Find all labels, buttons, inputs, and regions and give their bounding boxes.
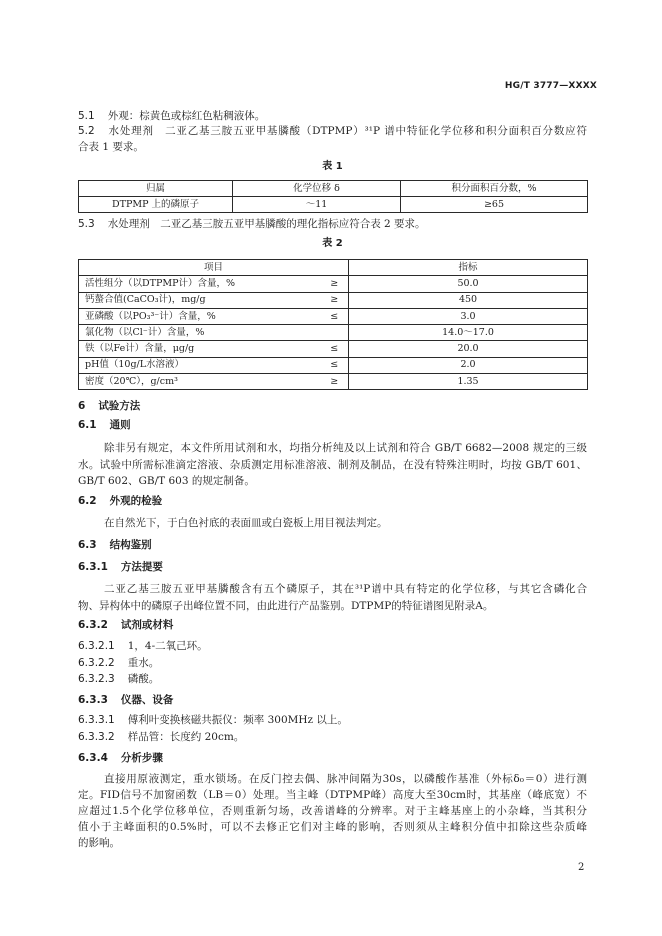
clause-text: 水处理剂 二亚乙基三胺五亚甲基膦酸（DTPMP）³¹P 谱中特征化学位移和积分面积百分数应符 — [107, 125, 587, 137]
clause-number: 5.3 — [78, 218, 95, 230]
clause-6-3-2-heading — [78, 617, 587, 633]
table-row — [79, 292, 588, 308]
value-cell: 3.0 — [349, 308, 588, 324]
value-cell: 2.0 — [349, 357, 588, 373]
clause-title: 通则 — [109, 419, 131, 431]
section-6-heading — [78, 398, 587, 414]
item-text: 1，4-二氧己环。 — [127, 640, 208, 652]
item-number: 6.3.3.1 — [78, 714, 115, 726]
clause-title: 分析步骤 — [120, 752, 163, 764]
header-cell: 项目 — [79, 260, 349, 276]
item-cell: 密度（20℃），g/cm³ — [79, 374, 321, 390]
paragraph-line: 的影响。 — [78, 837, 120, 849]
clause-number: 5.1 — [78, 110, 95, 122]
value-cell: 20.0 — [349, 341, 588, 357]
table-row — [79, 308, 588, 324]
clause-text: 外观：棕黄色或棕红色粘稠液体。 — [107, 110, 266, 122]
clause-6-3-3-heading — [78, 692, 587, 708]
paragraph-line: 定。FID信号不加窗函数（LB＝0）处理。当主峰（DTPMP峰）高度大至30cm时，其基座（峰底宽）不 — [78, 789, 587, 801]
value-cell: 50.0 — [349, 276, 588, 292]
item-cell: 亚磷酸（以PO₃³⁻计）含量，% — [79, 308, 321, 324]
table-cell: DTPMP 上的磷原子 — [79, 197, 233, 213]
clause-6-3-heading — [78, 537, 587, 553]
running-header: HG/T 3777—XXXX — [504, 81, 597, 91]
clause-number: 6.3.3 — [78, 694, 108, 706]
sign-cell: ≥ — [321, 292, 349, 308]
value-cell: 450 — [349, 292, 588, 308]
list-item — [78, 655, 587, 671]
sign-cell: ≤ — [321, 308, 349, 324]
clause-6-3-4-heading — [78, 750, 587, 766]
list-item — [78, 712, 587, 728]
sign-cell: ≥ — [321, 374, 349, 390]
paragraph-line: 在自然光下，于白色衬底的表面皿或白瓷板上用目视法判定。 — [104, 517, 388, 529]
paragraph-line: 二亚乙基三胺五亚甲基膦酸含有五个磷原子，其在³¹P谱中具有特定的化学位移，与其它含磷化合 — [104, 583, 587, 595]
list-item — [78, 729, 587, 745]
clause-title: 仪器、设备 — [120, 694, 174, 706]
paragraph-line: 值小于主峰面积的0.5%时，可以不去修正它们对主峰的影响，否则须从主峰积分值中扣除这些杂质峰 — [78, 821, 587, 833]
section-title: 试验方法 — [98, 400, 141, 412]
table-row — [79, 325, 588, 341]
section-number: 6 — [78, 400, 86, 412]
table-cell: ～11 — [233, 197, 401, 213]
clause-number: 6.2 — [78, 495, 97, 507]
value-cell: 14.0～17.0 — [349, 325, 588, 341]
header-cell: 化学位移 δ — [233, 181, 401, 197]
item-cell: 氯化物（以Cl⁻计）含量，% — [79, 325, 321, 341]
item-cell: 活性组分（以DTPMP计）含量，% — [79, 276, 321, 292]
clause-6-2-heading — [78, 493, 587, 509]
paragraph-line: GB/T 602、GB/T 603 的规定制备。 — [78, 475, 255, 487]
item-number: 6.3.2.3 — [78, 673, 115, 685]
clause-title: 外观的检验 — [109, 495, 163, 507]
header-cell: 积分面积百分数，% — [401, 181, 588, 197]
clause-title: 试剂或材料 — [120, 619, 174, 631]
clause-title: 方法提要 — [120, 561, 163, 573]
clause-5-2-line-2: 合表 1 要求。 — [78, 141, 144, 153]
sign-cell: ≥ — [321, 276, 349, 292]
table-1-caption: 表 1 — [322, 161, 343, 172]
clause-5-2-line-1 — [78, 123, 587, 139]
item-text: 样品管：长度约 20cm。 — [127, 731, 245, 743]
item-number: 6.3.2.2 — [78, 657, 115, 669]
clause-6-1-heading — [78, 417, 587, 433]
item-text: 傅利叶变换核磁共振仪：频率 300MHz 以上。 — [127, 714, 348, 726]
sign-cell — [321, 325, 349, 341]
table-row — [79, 357, 588, 373]
page-number: 2 — [578, 862, 585, 873]
table-row — [79, 341, 588, 357]
clause-6-3-1-heading — [78, 559, 587, 575]
item-cell: 钙螯合值(CaCO₃计)，mg/g — [79, 292, 321, 308]
sign-cell: ≤ — [321, 357, 349, 373]
list-item — [78, 638, 587, 654]
clause-number: 5.2 — [78, 125, 95, 137]
table-1 — [78, 180, 588, 213]
clause-number: 6.3.1 — [78, 561, 108, 573]
clause-title: 结构鉴别 — [109, 539, 152, 551]
item-number: 6.3.2.1 — [78, 640, 115, 652]
item-text: 重水。 — [127, 657, 160, 669]
header-cell: 归属 — [79, 181, 233, 197]
paragraph-line: 直接用原液测定，重水锁场。在反门控去偶、脉冲间隔为30s，以磷酸作基准（外标δ₀＝0）进行测 — [104, 773, 587, 785]
item-cell: pH值（10g/L水溶液） — [79, 357, 321, 373]
clause-number: 6.3.2 — [78, 619, 108, 631]
table-header-row — [79, 260, 588, 276]
table-row — [79, 374, 588, 390]
clause-text: 水处理剂 二亚乙基三胺五亚甲基膦酸的理化指标应符合表 2 要求。 — [107, 218, 426, 230]
clause-number: 6.1 — [78, 419, 97, 431]
paragraph-line: 水。试验中所需标准滴定溶液、杂质测定用标准溶液、制剂及制品，在没有特殊注明时，均按 GB/T 601、 — [78, 459, 588, 471]
table-2-caption: 表 2 — [322, 238, 343, 249]
paragraph-line: 物、异构体中的磷原子出峰位置不同，由此进行产品鉴别。DTPMP的特征谱图见附录A。 — [78, 600, 494, 612]
clause-5-3 — [78, 216, 587, 232]
clause-number: 6.3 — [78, 539, 97, 551]
table-cell: ≥65 — [401, 197, 588, 213]
paragraph-line: 应超过1.5个化学位移单位，否则重新匀场，改善谱峰的分辨率。对于主峰基座上的小杂峰，当其积分 — [78, 805, 587, 817]
table-row — [79, 276, 588, 292]
table-row — [79, 197, 588, 213]
item-cell: 铁（以Fe计）含量，μg/g — [79, 341, 321, 357]
clause-number: 6.3.4 — [78, 752, 108, 764]
header-cell: 指标 — [349, 260, 588, 276]
value-cell: 1.35 — [349, 374, 588, 390]
sign-cell: ≤ — [321, 341, 349, 357]
item-number: 6.3.3.2 — [78, 731, 115, 743]
clause-5-1 — [78, 108, 587, 124]
paragraph-line: 除非另有规定，本文件所用试剂和水，均指分析纯及以上试剂和符合 GB/T 6682—2008 规定的三级 — [104, 442, 587, 454]
list-item — [78, 671, 587, 687]
table-2 — [78, 259, 588, 390]
item-text: 磷酸。 — [127, 673, 160, 685]
table-header-row — [79, 181, 588, 197]
